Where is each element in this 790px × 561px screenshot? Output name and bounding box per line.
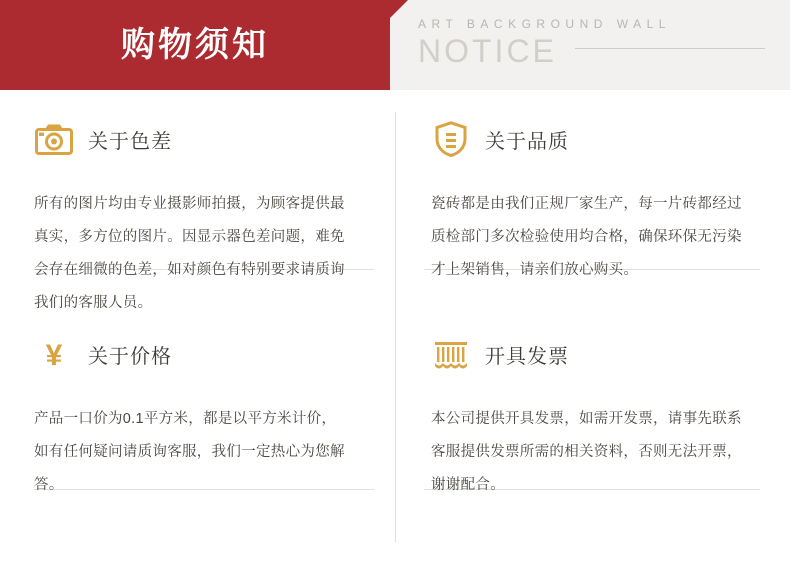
notice-item-header	[34, 116, 351, 162]
notice-item-price	[0, 305, 395, 561]
notice-item-invoice	[395, 305, 790, 561]
notice-item-quality	[395, 90, 790, 305]
notice-item-title: 关于品质	[485, 130, 569, 153]
header-red-block	[0, 0, 390, 90]
notice-item-title: 关于价格	[88, 345, 172, 368]
header-title-en: NOTICE	[418, 33, 557, 69]
notice-item-header	[431, 116, 750, 162]
notice-item-body: 本公司提供开具发票，如需开发票，请事先联系客服提供发票所需的相关资料，否则无法开票，谢谢配合。	[431, 411, 742, 493]
notice-item-title: 开具发票	[485, 345, 569, 368]
notice-grid	[0, 90, 790, 561]
header-rule	[575, 48, 765, 49]
camera-icon	[34, 119, 74, 159]
notice-item-color-difference	[0, 90, 395, 311]
notice-item-body: 瓷砖都是由我们正规厂家生产，每一片砖都经过质检部门多次检验使用均合格，确保环保无污染才上架销售，请亲们放心购买。	[431, 196, 742, 278]
notice-item-header	[431, 331, 750, 377]
notice-item-body: 所有的图片均由专业摄影师拍摄，为顾客提供最真实，多方位的图片。因显示器色差问题，难免会存在细微的色差，如对颜色有特别要求请质询我们的客服人员。	[34, 196, 345, 311]
page-title: 购物须知	[121, 26, 269, 64]
header-subtitle-en: ART BACKGROUND WALL	[418, 17, 671, 31]
notice-item-body: 产品一口价为0.1平方米，都是以平方米计价，如有任何疑问请质询客服，我们一定热心为您解答。	[34, 411, 345, 493]
shield-quality-icon	[431, 119, 471, 159]
notice-item-title: 关于色差	[88, 130, 172, 153]
invoice-icon	[431, 334, 471, 374]
yuan-price-icon	[34, 334, 74, 374]
header-english-block	[390, 0, 790, 90]
notice-item-header	[34, 331, 351, 377]
svg-text:¥: ¥	[45, 339, 63, 371]
page-header	[0, 0, 790, 90]
